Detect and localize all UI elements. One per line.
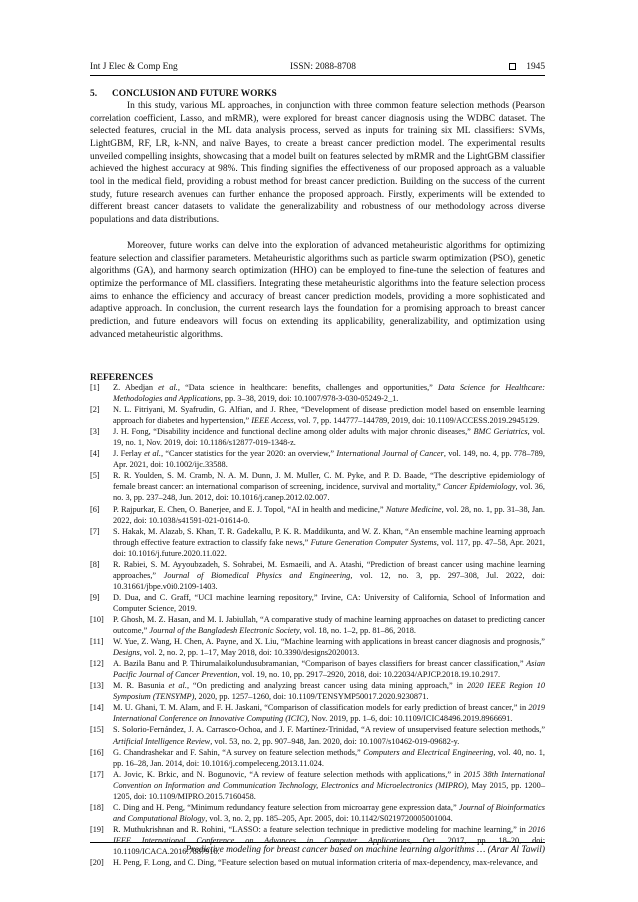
reference-item: [7] S. Hakak, M. Alazab, S. Khan, T. R. Gadekallu, P. K. R. Maddikunta, and W. Z. Khan, “An ensemble machine learning approach through effective feature extraction to classify fake news,” Future Generation Computer Systems, vol. 117, pp. 47–58, Apr. 2021, doi: 10.1016/j.future.2020.11.022. (90, 526, 545, 558)
running-header (90, 59, 545, 76)
reference-item: [13] M. R. Basunia et al., “On predicting and analyzing breast cancer using data mining approach,” in 2020 IEEE Region 10 Symposium (TENSYMP), 2020, pp. 1257–1260, doi: 10.1109/TENSYMP50017.2020.9230871. (90, 681, 546, 702)
page-number: 1945 (526, 62, 545, 72)
reference-item: [8] R. Rabiei, S. M. Ayyoubzadeh, S. Sohrabei, M. Esmaeili, and A. Atashi, “Prediction of breast cancer using machine learning approaches,” Journal of Biomedical Physics and Engineering, vol. 12, no. 3, pp. 297–308, Jul. 2022, doi: 10.31661/jbpe.v0i0.2109-1403. (90, 559, 545, 591)
reference-list (90, 382, 545, 868)
reference-item: [1] Z. Abedjan et al., “Data science in healthcare: benefits, challenges and opportunities,” Data Science for Healthcare: Methodologies and Applications, pp. 3–38, 2019, doi: 10.1007/978-3-030-05249-2_1. (90, 383, 545, 404)
reference-item: [10] P. Ghosh, M. Z. Hasan, and M. I. Jabiullah, “A comparative study of machine learning approaches on dataset to predicting cancer outcome,” Journal of the Bangladesh Electronic Society, vol. 18, no. 1–2, pp. 81–86, 2018. (90, 614, 545, 636)
reference-item: [12] A. Bazila Banu and P. Thirumalaikolundusubramanian, “Comparison of bayes classifiers for breast cancer classification,” Asian Pacific Journal of Cancer Prevention, vol. 19, no. 10, pp. 2917–2920, 2018, doi: 10.22034/APJCP.2018.19.10.2917. (90, 659, 545, 680)
issn: ISSN: 2088-8708 (290, 62, 356, 72)
conclusion-paragraph-1: In this study, various ML approaches, in conjunction with three common feature selection methods (Pearson correlation coefficient, Lasso, and mRMR), were explored for breast cancer diagnosis using the WDBC dataset. The selected features, crucial in the ML data analysis process, served as inputs for training six ML classifiers: SVMs, LightGBM, RF, LR, k-NN, and naïve Bayes, to create a breast cancer prediction model. The experimental results unveiled compelling insights, showcasing that a model built on features selected by mRMR and the LightGBM classifier achieved the highest accuracy at 98%. This finding signifies the effectiveness of our proposed approach as a valuable tool in the medical field, providing a robust method for breast cancer prediction. Building on the success of the current study, future research avenues can further enhance the proposed approach. Firstly, experiments will be extended to different breast cancer datasets to validate the generalizability and robustness of our methodology across diverse populations and data distributions. (90, 101, 545, 225)
reference-item: [11] W. Yue, Z. Wang, H. Chen, A. Payne, and X. Liu, “Machine learning with applications in breast cancer diagnosis and prognosis,” Designs, vol. 2, no. 2, pp. 1–17, May 2018, doi: 10.3390/designs2020013. (90, 637, 545, 658)
section-heading (90, 88, 545, 100)
conclusion-paragraph-2: Moreover, future works can delve into the exploration of advanced metaheuristic algorithms for optimizing feature selection and classifier parameters. Metaheuristic algorithms such as particle swarm optimization (PSO), genetic algorithms (GA), and harmony search optimization (HHO) can be employed to fine-tune the selection of features and optimize the performance of ML classifiers. Integrating these metaheuristic algorithms into the feature selection process aims to enhance the efficiency and accuracy of breast cancer prediction models, providing a more sophisticated and adaptive approach. In conclusion, the current research lays the foundation for a promising approach to breast cancer prediction, and future endeavors will focus on extending its applicability, generalizability, and optimization using advanced metaheuristic algorithms. (90, 241, 545, 340)
references-heading: REFERENCES (90, 373, 154, 383)
reference-item: [9] D. Dua, and C. Graff, “UCI machine learning repository,” Irvine, CA: University of California, School of Information and Computer Science, 2019. (90, 592, 545, 613)
section-title: CONCLUSION AND FUTURE WORKS (112, 89, 277, 99)
reference-item: [2] N. L. Fitriyani, M. Syafrudin, G. Alfian, and J. Rhee, “Development of disease prediction model based on ensemble learning approach for diabetes and hypertension,” IEEE Access, vol. 7, pp. 144777–144789, 2019, doi: 10.1109/ACCESS.2019.2945129. (90, 405, 545, 426)
reference-item: [14] M. U. Ghani, T. M. Alam, and F. H. Jaskani, “Comparison of classification models for early prediction of breast cancer,” in 2019 International Conference on Innovative Computing (ICIC), Nov. 2019, pp. 1–6, doi: 10.1109/ICIC48496.2019.8966691. (90, 703, 545, 724)
reference-item: [6] P. Rajpurkar, E. Chen, O. Banerjee, and E. J. Topol, “AI in health and medicine,” Nature Medicine, vol. 28, no. 1, pp. 31–38, Jan. 2022, doi: 10.1038/s41591-021-01614-0. (90, 504, 546, 525)
reference-item: [18] C. Ding and H. Peng, “Minimum redundancy feature selection from microarray gene expression data,” Journal of Bioinformatics and Computational Biology, vol. 3, no. 2, pp. 185–205, Apr. 2005, doi: 10.1142/S0219720005001004. (90, 802, 545, 823)
reference-item: [20] H. Peng, F. Long, and C. Ding, “Feature selection based on mutual information criteria of max-dependency, max-relevance, and (90, 858, 538, 868)
reference-item: [17] A. Jovic, K. Brkic, and N. Bogunovic, “A review of feature selection methods with applications,” in 2015 38th International Convention on Information and Communication Technology, Electronics and Microelectronics (MIPRO), May 2015, pp. 1200–1205, doi: 10.1109/MIPRO.2015.7160458. (90, 769, 545, 801)
reference-item: [3] J. H. Fong, “Disability incidence and functional decline among older adults with major chronic diseases,” BMC Geriatrics, vol. 19, no. 1, Nov. 2019, doi: 10.1186/s12877-019-1348-z. (90, 427, 545, 448)
reference-item: [5] R. R. Youlden, S. M. Cramb, N. A. M. Dunn, J. M. Muller, C. M. Pyke, and P. D. Baade, “The descriptive epidemiology of female breast cancer: an international comparison of screening, incidence, survival and mortality,” Cancer Epidemiology, vol. 36, no. 3, pp. 237–248, Jun. 2012, doi: 10.1016/j.canep.2012.02.007. (90, 471, 545, 503)
reference-item: [16] G. Chandrashekar and F. Sahin, “A survey on feature selection methods,” Computers and Electrical Engineering, vol. 40, no. 1, pp. 16–28, Jan. 2014, doi: 10.1016/j.compeleceng.2013.11.024. (90, 747, 545, 768)
reference-item: [15] S. Solorio-Fernández, J. A. Carrasco-Ochoa, and J. F. Martínez-Trinidad, “A review of unsupervised feature selection methods,” Artificial Intelligence Review, vol. 53, no. 2, pp. 907–948, Jan. 2020, doi: 10.1007/s10462-019-09682-y. (90, 725, 545, 746)
section-number: 5. (90, 89, 98, 99)
journal-name: Int J Elec & Comp Eng (90, 62, 178, 72)
reference-item: [4] J. Ferlay et al., “Cancer statistics for the year 2020: an overview,” International Journal of Cancer, vol. 149, no. 4, pp. 778–789, Apr. 2021, doi: 10.1002/ijc.33588. (90, 449, 545, 470)
checkbox-square-icon (509, 63, 516, 70)
reference-item: [19] R. Muthukrishnan and R. Rohini, “LASSO: a feature selection technique in predictive modeling for machine learning,” in 2016 IEEE International Conference on Advances in Computer Applications, Oct. 2017, pp. 18–20, doi: 10.1109/ICACA.2016.7887916. (90, 824, 545, 856)
running-footer: Predictive modeling for breast cancer based on machine learning algorithms … (Arar Al Tawil) (90, 842, 545, 858)
page-number-block (509, 59, 545, 75)
